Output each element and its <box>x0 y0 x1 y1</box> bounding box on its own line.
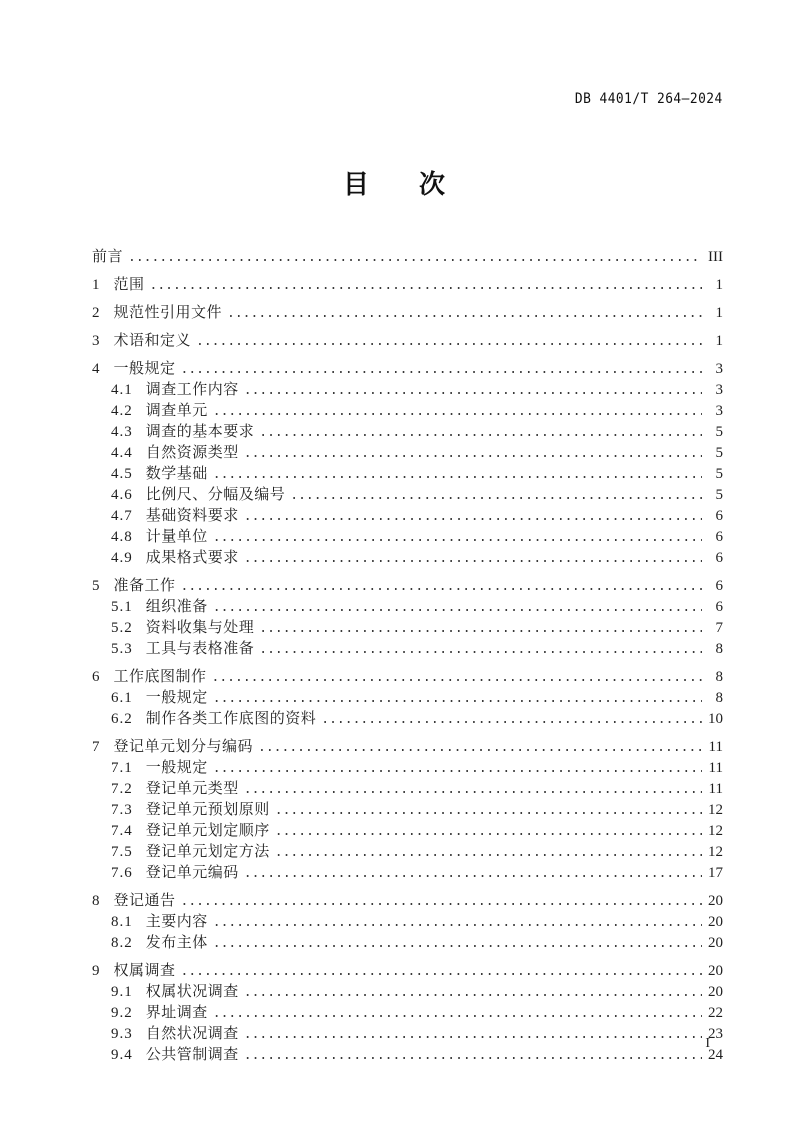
toc-entry-number: 4 <box>92 361 101 377</box>
toc-entry-number: 8.2 <box>111 935 133 951</box>
toc-entry-number: 7.4 <box>111 823 133 839</box>
toc-entry-page: 1 <box>715 277 723 293</box>
toc-entry <box>92 548 723 569</box>
toc-entry-number: 6.1 <box>111 690 133 706</box>
toc-entry-number: 4.9 <box>111 550 133 566</box>
toc-entry-page: 5 <box>715 487 723 503</box>
toc-entry-title: 组织准备 <box>145 599 208 615</box>
toc-entry <box>92 667 723 688</box>
toc-entry-page: 6 <box>715 508 723 524</box>
toc-entry-title: 界址调查 <box>145 1005 208 1021</box>
toc-entry-title: 调查单元 <box>145 403 208 419</box>
toc-entry-page: 7 <box>715 620 723 636</box>
toc-entry-title: 公共管制调查 <box>145 1047 239 1063</box>
toc-entry-page: 6 <box>715 529 723 545</box>
toc-entry-title: 自然状况调查 <box>145 1026 239 1042</box>
dot-leader <box>244 863 702 884</box>
toc-entry-page: 20 <box>708 893 723 909</box>
toc-entry-title: 工作底图制作 <box>113 669 207 685</box>
toc-entry-page: 17 <box>708 865 723 881</box>
toc-entry <box>92 401 723 422</box>
dot-leader <box>244 443 702 464</box>
toc-entry <box>92 842 723 863</box>
toc-entry-title: 资料收集与处理 <box>145 620 255 636</box>
toc-entry <box>92 464 723 485</box>
toc-entry-number: 5.1 <box>111 599 133 615</box>
toc-entry-page: 23 <box>708 1026 723 1042</box>
toc-entry-page: 20 <box>708 963 723 979</box>
toc-entry-number: 9.2 <box>111 1005 133 1021</box>
dot-leader <box>213 912 702 933</box>
toc-entry <box>92 576 723 597</box>
toc-entry-title: 登记单元预划原则 <box>145 802 270 818</box>
dot-leader <box>258 737 702 758</box>
toc-entry <box>92 737 723 758</box>
toc-entry-title: 术语和定义 <box>113 333 192 349</box>
toc-entry-title: 规范性引用文件 <box>113 305 223 321</box>
toc-entry-title: 登记单元类型 <box>145 781 239 797</box>
toc-entry <box>92 506 723 527</box>
dot-leader <box>275 821 702 842</box>
toc-entry <box>92 618 723 639</box>
dot-leader <box>275 800 702 821</box>
toc-entry-page: 5 <box>715 424 723 440</box>
toc-entry-page: 20 <box>708 914 723 930</box>
dot-leader <box>244 1045 702 1066</box>
dot-leader <box>244 982 702 1003</box>
toc-entry-number: 7.3 <box>111 802 133 818</box>
toc-entry-page: 6 <box>715 550 723 566</box>
toc-entry-page: 1 <box>715 305 723 321</box>
toc-entry-title: 调查工作内容 <box>145 382 239 398</box>
toc-entry-title: 一般规定 <box>113 361 176 377</box>
dot-leader <box>244 1024 702 1045</box>
dot-leader <box>196 331 702 352</box>
toc-entry-number: 7 <box>92 739 101 755</box>
toc-entry <box>92 1045 723 1066</box>
toc-entry-title: 计量单位 <box>145 529 208 545</box>
dot-leader <box>181 961 702 982</box>
toc-entry-number: 5.2 <box>111 620 133 636</box>
toc-entry-title: 一般规定 <box>145 690 208 706</box>
toc-entry-title: 前言 <box>92 249 124 265</box>
toc-entry <box>92 1003 723 1024</box>
dot-leader <box>213 933 702 954</box>
toc-entry-number: 9 <box>92 963 101 979</box>
dot-leader <box>244 380 702 401</box>
dot-leader <box>213 527 702 548</box>
toc-entry <box>92 933 723 954</box>
toc-entry-number: 1 <box>92 277 101 293</box>
dot-leader <box>259 639 702 660</box>
toc-entry-title: 自然资源类型 <box>145 445 239 461</box>
toc-entry <box>92 961 723 982</box>
toc-entry-number: 4.5 <box>111 466 133 482</box>
toc-entry-page: 3 <box>715 403 723 419</box>
toc-entry-title: 制作各类工作底图的资料 <box>145 711 317 727</box>
toc-entry <box>92 422 723 443</box>
toc-entry-number: 9.1 <box>111 984 133 1000</box>
toc-entry <box>92 912 723 933</box>
toc-entry <box>92 485 723 506</box>
toc-entry-page: 11 <box>708 760 723 776</box>
toc-entry-title: 成果格式要求 <box>145 550 239 566</box>
toc-entry-title: 登记通告 <box>113 893 176 909</box>
toc-entry <box>92 1024 723 1045</box>
dot-leader <box>213 1003 702 1024</box>
dot-leader <box>212 667 702 688</box>
toc-entry-page: 8 <box>715 669 723 685</box>
toc-entry <box>92 597 723 618</box>
toc-entry <box>92 275 723 296</box>
toc-entry-page: 3 <box>715 382 723 398</box>
dot-leader <box>181 576 702 597</box>
dot-leader <box>227 303 702 324</box>
toc-entry-number: 5.3 <box>111 641 133 657</box>
toc-entry <box>92 688 723 709</box>
toc-entry-page: III <box>708 249 723 265</box>
toc-entry <box>92 331 723 352</box>
toc-entry-title: 登记单元划定方法 <box>145 844 270 860</box>
dot-leader <box>213 688 702 709</box>
folio-page-number: I <box>705 1036 710 1051</box>
toc-entry-title: 主要内容 <box>145 914 208 930</box>
dot-leader <box>290 485 702 506</box>
toc-entry-number: 4.4 <box>111 445 133 461</box>
dot-leader <box>244 779 702 800</box>
dot-leader <box>213 758 702 779</box>
toc-entry-page: 10 <box>708 711 723 727</box>
toc-entry-number: 7.2 <box>111 781 133 797</box>
toc-entry <box>92 891 723 912</box>
toc-entry <box>92 821 723 842</box>
dot-leader <box>181 359 702 380</box>
toc-entry-number: 4.3 <box>111 424 133 440</box>
toc-entry <box>92 303 723 324</box>
toc-entry-title: 准备工作 <box>113 578 176 594</box>
toc-entry-number: 8.1 <box>111 914 133 930</box>
dot-leader <box>259 422 702 443</box>
toc-entry-title: 登记单元划分与编码 <box>113 739 254 755</box>
toc-entry-title: 权属调查 <box>113 963 176 979</box>
toc-entry-number: 4.7 <box>111 508 133 524</box>
toc-entry-title: 调查的基本要求 <box>145 424 255 440</box>
toc-entry <box>92 779 723 800</box>
toc-entry <box>92 709 723 730</box>
toc-entry-page: 11 <box>708 781 723 797</box>
toc-entry-number: 4.1 <box>111 382 133 398</box>
dot-leader <box>213 597 702 618</box>
toc-entry <box>92 800 723 821</box>
dot-leader <box>128 247 702 268</box>
toc-entry-title: 基础资料要求 <box>145 508 239 524</box>
toc-entry <box>92 247 723 268</box>
toc-entry-number: 4.8 <box>111 529 133 545</box>
toc-entry-title: 工具与表格准备 <box>145 641 255 657</box>
dot-leader <box>213 401 702 422</box>
toc-entry <box>92 982 723 1003</box>
toc-entry-number: 9.3 <box>111 1026 133 1042</box>
toc-entry-number: 7.6 <box>111 865 133 881</box>
dot-leader <box>259 618 702 639</box>
toc-entry <box>92 527 723 548</box>
toc-entry-page: 12 <box>708 823 723 839</box>
toc-entry-title: 数学基础 <box>145 466 208 482</box>
toc-entry-page: 20 <box>708 935 723 951</box>
toc-entry-number: 8 <box>92 893 101 909</box>
toc-entry-title: 发布主体 <box>145 935 208 951</box>
toc-entry-page: 24 <box>708 1047 723 1063</box>
toc-entry-number: 6 <box>92 669 101 685</box>
page-title: 目 次 <box>342 169 457 199</box>
toc-entry-number: 7.5 <box>111 844 133 860</box>
toc-entry <box>92 758 723 779</box>
toc-entry-page: 6 <box>715 578 723 594</box>
toc-entry-page: 11 <box>708 739 723 755</box>
toc-entry-number: 6.2 <box>111 711 133 727</box>
toc-entry <box>92 639 723 660</box>
toc-entry <box>92 380 723 401</box>
toc-entry-page: 8 <box>715 690 723 706</box>
toc-entry-page: 8 <box>715 641 723 657</box>
toc-entry-number: 4.6 <box>111 487 133 503</box>
toc-entry-title: 登记单元划定顺序 <box>145 823 270 839</box>
toc-entry-title: 登记单元编码 <box>145 865 239 881</box>
toc-entry <box>92 863 723 884</box>
dot-leader <box>275 842 702 863</box>
dot-leader <box>244 548 702 569</box>
toc-entry <box>92 359 723 380</box>
toc-entry-page: 22 <box>708 1005 723 1021</box>
standard-number: DB 4401/T 264—2024 <box>575 91 723 107</box>
table-of-contents <box>92 240 723 1066</box>
toc-entry-page: 5 <box>715 445 723 461</box>
toc-entry-page: 6 <box>715 599 723 615</box>
toc-entry-title: 范围 <box>113 277 145 293</box>
toc-entry-page: 3 <box>715 361 723 377</box>
toc-entry-number: 3 <box>92 333 101 349</box>
dot-leader <box>150 275 702 296</box>
dot-leader <box>213 464 702 485</box>
dot-leader <box>181 891 702 912</box>
toc-entry-page: 12 <box>708 802 723 818</box>
dot-leader <box>244 506 702 527</box>
toc-entry-title: 权属状况调查 <box>145 984 239 1000</box>
toc-entry-number: 9.4 <box>111 1047 133 1063</box>
toc-entry-title: 比例尺、分幅及编号 <box>145 487 286 503</box>
toc-entry-page: 12 <box>708 844 723 860</box>
toc-entry <box>92 443 723 464</box>
toc-entry-number: 7.1 <box>111 760 133 776</box>
toc-entry-number: 5 <box>92 578 101 594</box>
toc-entry-number: 4.2 <box>111 403 133 419</box>
dot-leader <box>321 709 702 730</box>
toc-entry-title: 一般规定 <box>145 760 208 776</box>
toc-entry-page: 20 <box>708 984 723 1000</box>
toc-entry-number: 2 <box>92 305 101 321</box>
toc-entry-page: 1 <box>715 333 723 349</box>
toc-entry-page: 5 <box>715 466 723 482</box>
